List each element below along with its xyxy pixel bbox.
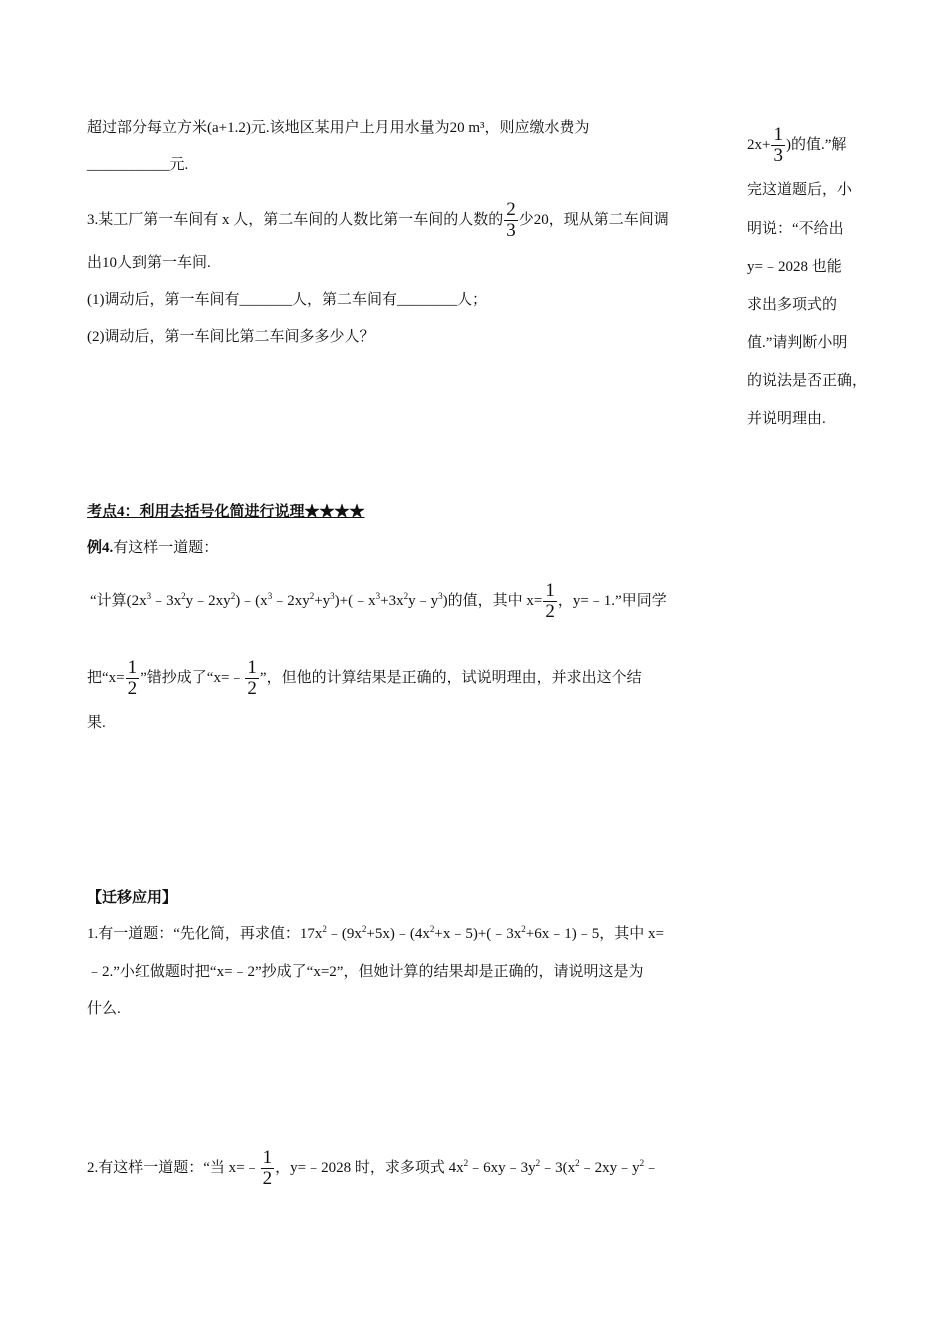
fraction-one-half: $\frac{1}{2}$ bbox=[262, 1147, 273, 1189]
example4-label: 例4. bbox=[87, 540, 114, 556]
problem2-line1: 超过部分每立方米(a+1.2)元.该地区某用户上月用水量为20 m³，则应缴水费为 bbox=[87, 120, 590, 136]
problem3-question2: (2)调动后，第一车间比第二车间多多少人？ bbox=[87, 329, 375, 345]
migration-problem1-line2: ﹣2.”小红做题时把“x=﹣2”抄成了“x=2”，但她计算的结果却是正确的，请说明这是为 bbox=[87, 964, 644, 980]
problem3-line2: 出10人到第一车间. bbox=[87, 255, 211, 271]
right-column-line4: y=﹣2028 也能 bbox=[747, 259, 842, 275]
fraction-one-half: $\frac{1}{2}$ bbox=[247, 657, 257, 699]
example4-line2: 把“x= $\frac{1}{2}$ ”错抄成了“x=﹣ $\frac{1}{2}$ ”，但他的计算结果是正确的，试说明理由，并求出这个结 bbox=[87, 657, 642, 699]
right-column-line8: 并说明理由. bbox=[747, 411, 826, 427]
right-column-line6: 值.”请判断小明 bbox=[747, 335, 848, 351]
right-column-line3: 明说：“不给出 bbox=[747, 221, 844, 237]
problem3-question1: (1)调动后，第一车间有_______人，第二车间有________人； bbox=[87, 292, 487, 308]
fraction-one-half: $\frac{1}{2}$ bbox=[545, 580, 555, 622]
example4-line3: 果. bbox=[87, 715, 106, 731]
migration-problem2-line1: 2.有这样一道题：“当 x=﹣ $\frac{1}{2}$ ，y=﹣2028 时，求多项式 $4x^2﹣6xy﹣3y^2﹣3(x^2﹣2xy﹣y^2﹣$ bbox=[87, 1147, 660, 1189]
example4-line1: “计算$(2x^3﹣3x^2y﹣2xy^2)﹣(x^3﹣2xy^2+y^3)+(﹣x^3+3x^2y﹣y^3)$的值，其中 x= $\frac{1}{2}$ ，y=﹣1.”甲同学 bbox=[90, 580, 667, 622]
right-column-line1: 2x+ $\frac{1}{3}$ )的值.”解 bbox=[747, 124, 847, 166]
fraction-two-thirds: $\frac{2}{3}$ bbox=[506, 199, 516, 241]
problem2-answer-blank: ___________元. bbox=[87, 157, 189, 173]
migration-problem1-line1: 1.有一道题：“先化简，再求值：$17x^2﹣(9x^2+5x)﹣(4x^2+x﹣5)+(﹣3x^2+6x﹣1)﹣5$，其中 x= bbox=[87, 924, 664, 942]
right-column-line2: 完这道题后，小 bbox=[747, 182, 853, 198]
migration-section-title: 【迁移应用】 bbox=[87, 890, 178, 906]
example4-intro bbox=[87, 538, 218, 558]
migration-problem1-line3: 什么. bbox=[87, 1001, 121, 1017]
right-column-line7: 的说法是否正确， bbox=[747, 373, 868, 389]
right-column-line5: 求出多项式的 bbox=[747, 297, 838, 313]
problem3-text-b: 少20，现从第二车间调 bbox=[518, 211, 669, 228]
problem3-text-a: 3.某工厂第一车间有 x 人，第二车间的人数比第一车间的人数的 bbox=[87, 211, 504, 228]
problem3-line1 bbox=[87, 200, 669, 241]
example4-intro-text: 有这样一道题： bbox=[113, 540, 219, 556]
fraction-one-third: $\frac{1}{3}$ bbox=[773, 124, 783, 166]
fraction-one-half: $\frac{1}{2}$ bbox=[127, 657, 138, 699]
section-heading-kaodian4: 考点4：利用去括号化简进行说理★★★★ bbox=[87, 504, 365, 520]
